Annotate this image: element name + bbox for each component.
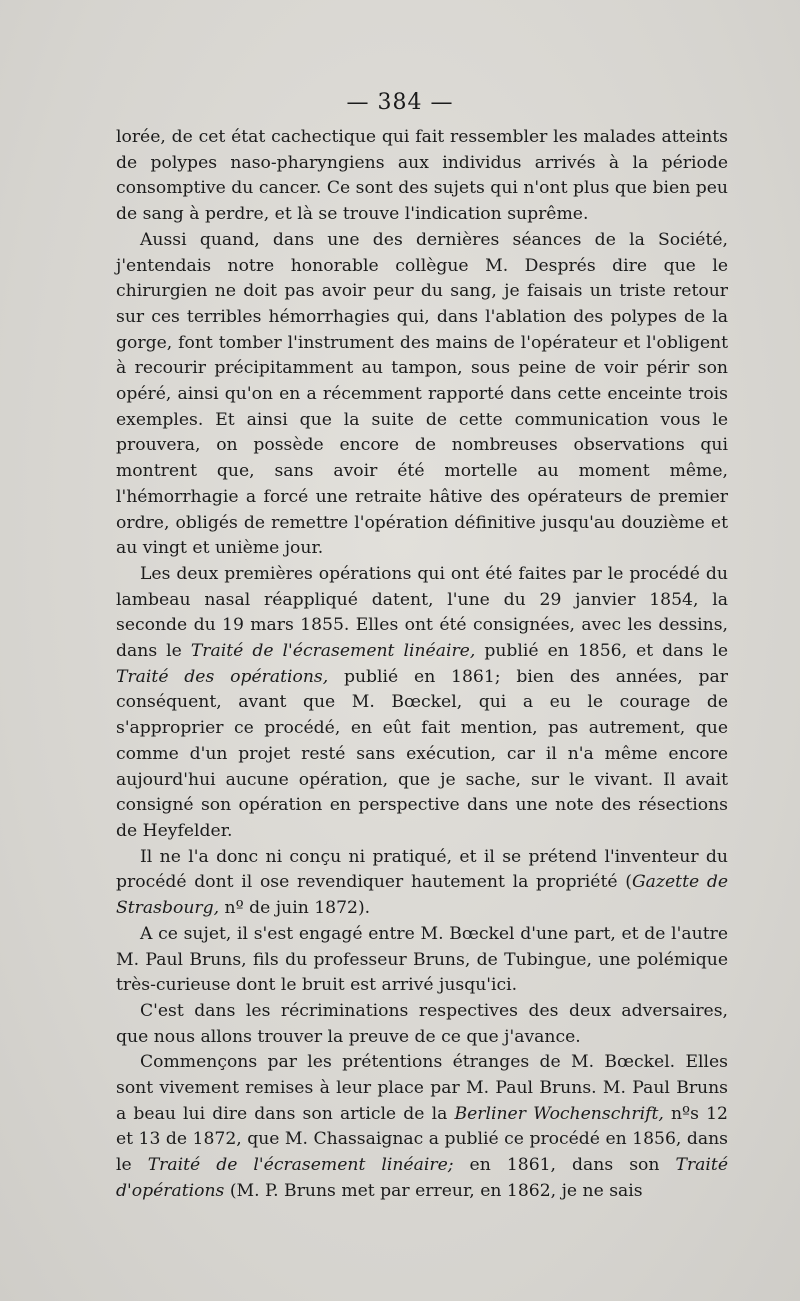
italic-title: Berliner Wochenschrift,	[454, 1103, 664, 1124]
italic-title: Traité de l'écrasement linéaire;	[147, 1155, 454, 1176]
text-run: A ce sujet, il s'est engagé entre M. Bœckel d'une part, et de l'autre M. Paul Bruns, fils du professeur Bruns, de Tubingue, une polémique très-curieuse dont le bruit est arrivé jusqu'ici.	[116, 923, 728, 996]
body-text	[116, 125, 728, 1205]
text-run: nº de juin 1872).	[219, 898, 371, 919]
italic-title: Traité de l'écrasement linéaire,	[190, 641, 476, 662]
text-run: Aussi quand, dans une des dernières séances de la Société, j'entendais notre honorable collègue M. Després dire que le chirurgien ne doit pas avoir peur du sang, je faisais un triste retour sur ces terribles hémorrhagies qui, dans l'ablation des polypes de la gorge, font tomber l'instrument des mains de l'opérateur et l'obligent à recourir précipitamment au tampon, sous peine de voir périr son opéré, ainsi qu'on en a récemment rapporté dans cette enceinte trois exemples. Et ainsi que la suite de cette communication vous le prouvera, on possède encore de nombreuses observations qui montrent que, sans avoir été mortelle au moment même, l'hémorrhagie a forcé une retraite hâtive des opérateurs de premier ordre, obligés de remettre l'opération définitive jusqu'au douzième et au vingt et unième jour.	[116, 229, 728, 559]
paragraph	[116, 1050, 728, 1204]
text-run: publié en 1861; bien des années, par conséquent, avant que M. Bœckel, qui a eu le courage de s'approprier ce procédé, en eût fait mention, pas autrement, que comme d'un projet resté sans exécution, car il n'a même encore aujourd'hui aucune opération, que je sache, sur le vivant. Il avait consigné son opération en perspective dans une note des résections de Heyfelder.	[116, 666, 728, 841]
text-run: C'est dans les récriminations respectives des deux adversaires, que nous allons trouver la preuve de ce que j'avance.	[116, 1000, 728, 1047]
text-run: lorée, de cet état cachectique qui fait ressembler les malades atteints de polypes naso-pharyngiens aux individus arrivés à la période consomptive du cancer. Ce sont des sujets qui n'ont plus que bien peu de sang à perdre, et là se trouve l'indication suprême.	[116, 127, 728, 225]
text-run: Les deux premières opérations qui ont été faites par le procédé du lambeau nasal réappliqué datent, l'une du 29 janvier 1854, la seconde du 19 mars 1855. Elles ont été consignées, avec les dessins, dans le	[116, 563, 728, 662]
paragraph	[116, 922, 728, 999]
text-run: Commençons par les prétentions étranges de M. Bœckel. Elles sont vivement remises à leur place par M. Paul Bruns. M. Paul Bruns a beau lui dire dans son article de la	[116, 1052, 728, 1124]
italic-title: Traité des opérations,	[116, 666, 329, 687]
paragraph	[116, 562, 728, 845]
paragraph	[116, 845, 728, 922]
text-run: en 1861, dans son	[453, 1155, 676, 1176]
paragraph	[116, 125, 728, 228]
italic-title: Traité d'opérations	[116, 1155, 728, 1201]
italic-title: Gazette de Strasbourg,	[116, 872, 729, 919]
paragraph	[116, 999, 728, 1050]
text-run: (M. P. Bruns met par erreur, en 1862, je ne sais	[224, 1180, 643, 1201]
text-run: publié en 1856, et dans le	[475, 641, 728, 662]
text-run: Il ne l'a donc ni conçu ni pratiqué, et il se prétend l'inventeur du procédé dont il ose revendiquer hautement la propriété (	[116, 846, 728, 893]
text-run: nºs 12 et 13 de 1872, que M. Chassaignac a publié ce procédé en 1856, dans le	[116, 1103, 728, 1176]
page-number: — 384 —	[346, 90, 454, 115]
paragraph	[116, 228, 728, 562]
